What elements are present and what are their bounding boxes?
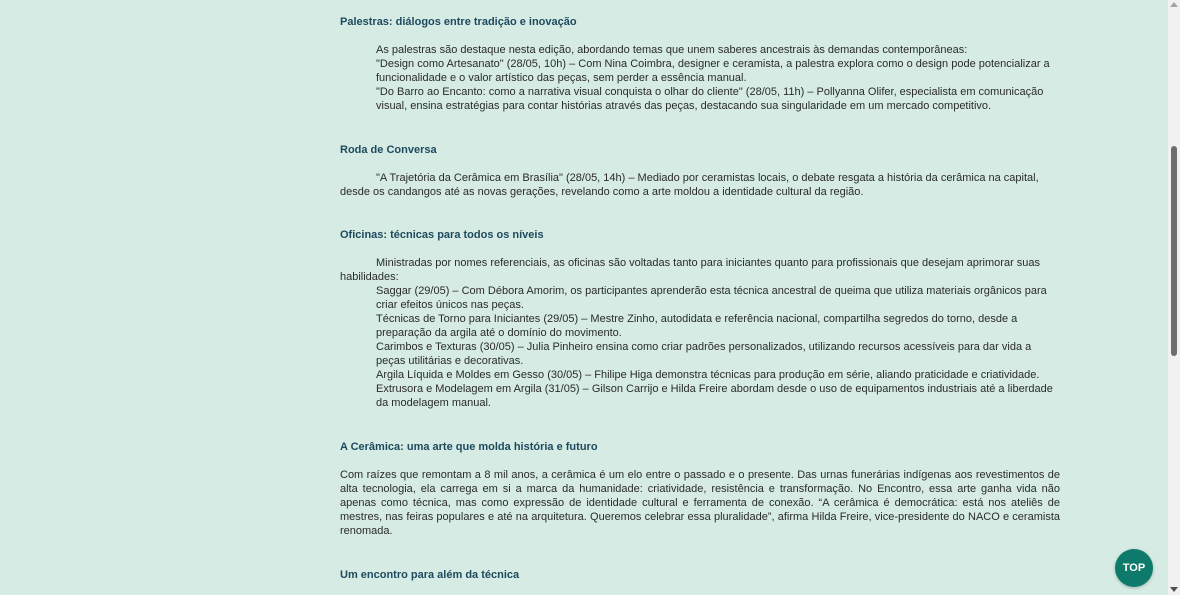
- palestras-heading: Palestras: diálogos entre tradição e inovação: [340, 16, 577, 28]
- scroll-down-arrow-icon[interactable]: [1170, 587, 1178, 592]
- oficinas-intro: Ministradas por nomes referenciais, as oficinas são voltadas tanto para iniciantes quanto para profissionais que desejam aprimorar suas habilidades:: [340, 257, 1041, 283]
- palestras-body: [340, 43, 1060, 113]
- oficina-item: Carimbos e Texturas (30/05) – Julia Pinheiro ensina como criar padrões personalizados, utilizando recursos acessíveis para dar vida a peças utilitárias e decorativas.: [376, 341, 1032, 367]
- roda-heading: Roda de Conversa: [340, 144, 437, 156]
- ceramica-heading: A Cerâmica: uma arte que molda história e futuro: [340, 441, 598, 453]
- oficinas-heading: Oficinas: técnicas para todos os níveis: [340, 229, 544, 241]
- roda-text: "A Trajetória da Cerâmica em Brasília" (28/05, 14h) – Mediado por ceramistas locais, o debate resgata a história da cerâmica na capital, desde os candangos até as novas gerações, revelando como a arte moldou a identidade cultural da região.: [340, 172, 1039, 198]
- oficina-item: Extrusora e Modelagem em Argila (31/05) – Gilson Carrijo e Hilda Freire abordam desde o uso de equipamentos industriais até a liberdade da modelagem manual.: [376, 383, 1053, 409]
- palestras-intro: As palestras são destaque nesta edição, abordando temas que unem saberes ancestrais às demandas contemporâneas:: [376, 44, 968, 56]
- ceramica-text: Com raízes que remontam a 8 mil anos, a cerâmica é um elo entre o passado e o presente. Das urnas funerárias indígenas aos revestimentos de alta tecnologia, ela carrega em si a marca da humanidade: criatividade, resistência e transformação. No Encontro, essa arte ganha vida não apenas como técnica, mas como expressão de identidade cultural e ferramenta de conexão. “A cerâmica é democrática: está nos ateliês de mestres, nas feiras populares e até na arquitetura. Queremos celebrar essa pluralidade”, afirma Hilda Freire, vice-presidente do NACO e ceramista renomada.: [340, 469, 1060, 537]
- encontro-heading: Um encontro para além da técnica: [340, 569, 520, 581]
- palestras-item: "Design como Artesanato" (28/05, 10h) – Com Nina Coimbra, designer e ceramista, a palestra explora como o design pode potencializar a funcionalidade e o valor artístico das peças, sem perder a essência manual.: [376, 58, 1050, 84]
- scrollbar-thumb[interactable]: [1171, 146, 1177, 356]
- oficinas-body: [340, 256, 1060, 410]
- oficina-item: Argila Líquida e Moldes em Gesso (30/05) – Fhilipe Higa demonstra técnicas para produção em série, aliando praticidade e criatividade.: [376, 369, 1040, 381]
- scroll-up-arrow-icon[interactable]: [1170, 2, 1178, 7]
- vertical-scrollbar[interactable]: [1168, 0, 1180, 595]
- oficina-item: Saggar (29/05) – Com Débora Amorim, os participantes aprenderão esta técnica ancestral de queima que utiliza materiais orgânicos para criar efeitos únicos nas peças.: [376, 285, 1047, 311]
- oficina-item: Técnicas de Torno para Iniciantes (29/05) – Mestre Zinho, autodidata e referência nacional, compartilha segredos do torno, desde a preparação da argila até o domínio do movimento.: [376, 313, 1018, 339]
- palestras-item: "Do Barro ao Encanto: como a narrativa visual conquista o olhar do cliente" (28/05, 11h) – Pollyanna Olifer, especialista em comunicação visual, ensina estratégias para contar histórias através das peças, destacando sua singularidade em um mercado competitivo.: [376, 86, 1044, 112]
- back-to-top-button[interactable]: TOP: [1115, 549, 1153, 587]
